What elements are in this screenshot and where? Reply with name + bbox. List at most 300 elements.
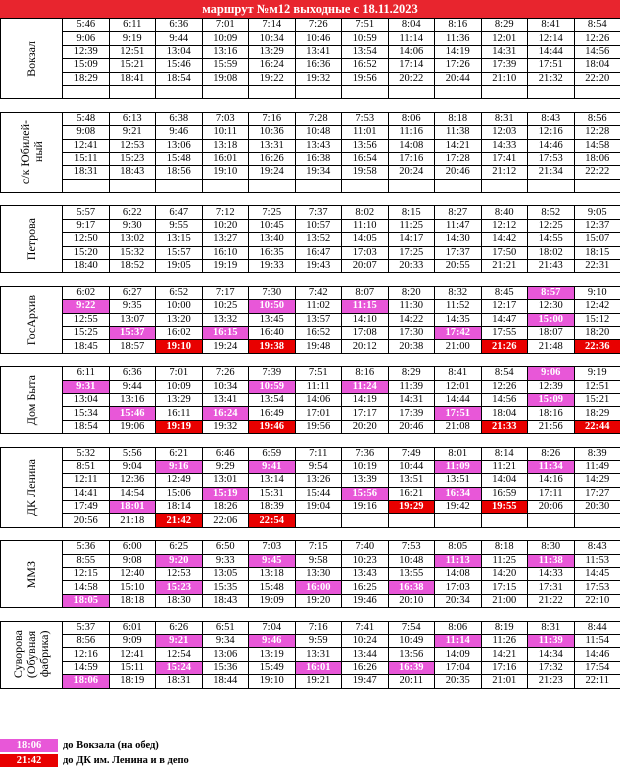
time-cell: 16:01 (202, 152, 249, 165)
legend (0, 738, 620, 768)
time-cell: 13:40 (249, 233, 296, 246)
time-cell: 6:21 (156, 447, 203, 460)
time-cell: 10:48 (388, 554, 435, 567)
time-cell: 19:16 (342, 501, 389, 514)
time-cell: 19:22 (249, 72, 296, 85)
time-cell: 19:38 (249, 340, 296, 353)
time-cell: 21:42 (156, 514, 203, 527)
time-cell: 18:54 (63, 420, 110, 433)
time-cell: 15:37 (109, 326, 156, 339)
time-cell: 7:26 (295, 19, 342, 32)
time-cell: 16:52 (295, 326, 342, 339)
time-cell: 19:19 (156, 420, 203, 433)
time-cell: 12:12 (481, 219, 528, 232)
time-cell: 14:56 (481, 393, 528, 406)
time-cell: 22:06 (202, 514, 249, 527)
time-cell: 14:20 (481, 568, 528, 581)
time-cell: 20:30 (574, 501, 620, 514)
time-cell: 13:31 (249, 139, 296, 152)
time-cell: 19:10 (202, 166, 249, 179)
time-cell: 11:21 (481, 460, 528, 473)
time-cell: 7:26 (202, 367, 249, 380)
table-row (1, 514, 620, 527)
table-row (1, 581, 620, 594)
table-row (1, 487, 620, 500)
time-cell: 19:04 (295, 501, 342, 514)
time-cell: 13:51 (388, 474, 435, 487)
time-cell: 5:46 (63, 19, 110, 32)
time-cell: 12:11 (63, 474, 110, 487)
time-cell: 19:24 (249, 166, 296, 179)
time-cell: 17:31 (528, 581, 575, 594)
time-cell: 6:00 (109, 541, 156, 554)
time-cell: 15:11 (63, 152, 110, 165)
time-cell: 15:07 (574, 233, 620, 246)
table-row (1, 661, 620, 674)
time-cell: 21:01 (481, 675, 528, 688)
time-cell: 11:30 (388, 300, 435, 313)
time-cell: 22:22 (574, 166, 620, 179)
time-cell: 14:58 (574, 139, 620, 152)
time-cell: 18:40 (63, 260, 110, 273)
time-cell: 8:30 (528, 541, 575, 554)
time-cell: 16:47 (295, 246, 342, 259)
time-cell: 21:00 (481, 594, 528, 607)
table-row (1, 621, 620, 634)
time-cell: 21:22 (528, 594, 575, 607)
time-cell: 10:45 (249, 219, 296, 232)
time-cell: 13:16 (202, 45, 249, 58)
time-cell: 17:55 (481, 326, 528, 339)
time-cell: 18:57 (109, 340, 156, 353)
time-cell: 7:41 (342, 621, 389, 634)
time-cell: 19:29 (388, 501, 435, 514)
time-cell: 8:57 (528, 286, 575, 299)
time-cell: 9:54 (295, 460, 342, 473)
time-cell (109, 179, 156, 192)
time-cell: 14:16 (528, 474, 575, 487)
time-cell: 21:34 (528, 166, 575, 179)
time-cell: 8:15 (388, 206, 435, 219)
time-cell: 9:58 (295, 554, 342, 567)
time-cell: 15:57 (156, 246, 203, 259)
time-cell: 15:20 (63, 246, 110, 259)
time-cell: 12:14 (528, 32, 575, 45)
time-cell: 11:09 (435, 460, 482, 473)
time-cell: 14:55 (528, 233, 575, 246)
legend-item (0, 738, 620, 753)
table-row (1, 407, 620, 420)
time-cell: 9:06 (63, 32, 110, 45)
time-cell: 6:52 (156, 286, 203, 299)
time-cell: 14:30 (435, 233, 482, 246)
time-cell: 9:06 (528, 367, 575, 380)
time-cell: 8:41 (528, 19, 575, 32)
time-cell: 14:19 (342, 393, 389, 406)
time-cell: 15:23 (109, 152, 156, 165)
time-cell: 16:36 (295, 59, 342, 72)
time-cell: 9:46 (249, 634, 296, 647)
time-cell: 20:46 (435, 166, 482, 179)
time-cell: 14:34 (528, 648, 575, 661)
time-cell: 11:52 (435, 300, 482, 313)
time-cell: 8:01 (435, 447, 482, 460)
time-cell: 19:56 (295, 420, 342, 433)
time-cell: 16:10 (202, 246, 249, 259)
table-row (1, 648, 620, 661)
time-cell: 15:44 (295, 487, 342, 500)
time-cell: 11:39 (528, 634, 575, 647)
time-cell: 13:41 (202, 393, 249, 406)
time-cell: 18:04 (574, 59, 620, 72)
time-cell: 8:26 (528, 447, 575, 460)
time-cell: 10:09 (202, 32, 249, 45)
time-cell: 17:50 (481, 246, 528, 259)
time-cell: 16:38 (388, 581, 435, 594)
time-cell: 9:44 (156, 32, 203, 45)
time-cell: 17:51 (528, 59, 575, 72)
time-cell: 15:23 (156, 581, 203, 594)
time-cell: 19:58 (342, 166, 389, 179)
time-cell: 14:58 (63, 581, 110, 594)
time-cell: 19:09 (249, 594, 296, 607)
time-cell: 12:03 (481, 126, 528, 139)
time-cell: 13:20 (156, 313, 203, 326)
time-cell: 9:10 (574, 286, 620, 299)
time-cell: 10:48 (295, 126, 342, 139)
stop-label: Дом Быта (24, 375, 38, 426)
table-row (1, 340, 620, 353)
time-cell: 7:25 (249, 206, 296, 219)
stop-label: Петрова (24, 218, 38, 261)
time-cell: 7:04 (249, 621, 296, 634)
time-cell: 19:43 (295, 260, 342, 273)
time-cell: 15:24 (156, 661, 203, 674)
page-title: маршрут №м12 выходные с 18.11.2023 (0, 0, 620, 18)
time-cell: 17:30 (388, 326, 435, 339)
time-cell: 10:44 (388, 460, 435, 473)
time-cell: 21:26 (481, 340, 528, 353)
time-cell: 10:11 (202, 126, 249, 139)
time-cell: 6:47 (156, 206, 203, 219)
time-cell: 14:41 (63, 487, 110, 500)
time-cell: 17:15 (481, 581, 528, 594)
time-cell: 17:53 (574, 581, 620, 594)
time-cell: 13:39 (342, 474, 389, 487)
time-cell: 8:54 (574, 19, 620, 32)
time-cell: 15:09 (63, 59, 110, 72)
time-cell: 13:07 (109, 313, 156, 326)
time-cell: 8:31 (481, 112, 528, 125)
time-cell (435, 85, 482, 98)
time-cell (109, 85, 156, 98)
time-cell: 11:10 (342, 219, 389, 232)
time-cell: 12:53 (109, 139, 156, 152)
time-cell: 22:54 (249, 514, 296, 527)
time-cell: 17:17 (342, 407, 389, 420)
time-cell: 10:49 (388, 634, 435, 647)
time-cell: 8:05 (435, 541, 482, 554)
timetable (0, 18, 620, 689)
time-cell: 14:06 (295, 393, 342, 406)
time-cell: 12:37 (574, 219, 620, 232)
time-cell: 12:51 (574, 380, 620, 393)
table-row (1, 112, 620, 125)
time-cell: 8:52 (528, 206, 575, 219)
time-cell: 12:15 (63, 568, 110, 581)
time-cell: 13:01 (202, 474, 249, 487)
time-cell (156, 179, 203, 192)
time-cell: 7:16 (249, 112, 296, 125)
time-cell: 6:46 (202, 447, 249, 460)
time-cell: 14:10 (342, 313, 389, 326)
time-cell: 11:24 (342, 380, 389, 393)
time-cell (342, 179, 389, 192)
time-cell: 8:56 (574, 112, 620, 125)
time-cell: 7:53 (342, 112, 389, 125)
time-cell (63, 179, 110, 192)
table-row (1, 72, 620, 85)
time-cell: 16:25 (342, 581, 389, 594)
time-cell: 20:46 (388, 420, 435, 433)
time-cell (156, 85, 203, 98)
table-row (1, 166, 620, 179)
time-cell: 13:18 (249, 568, 296, 581)
time-cell: 17:53 (528, 152, 575, 165)
time-cell: 10:50 (249, 300, 296, 313)
time-cell: 16:02 (156, 326, 203, 339)
time-cell: 8:16 (342, 367, 389, 380)
time-cell: 13:15 (156, 233, 203, 246)
time-cell: 12:36 (109, 474, 156, 487)
time-cell: 13:54 (342, 45, 389, 58)
time-cell: 14:54 (109, 487, 156, 500)
time-cell: 13:32 (202, 313, 249, 326)
time-cell: 11:47 (435, 219, 482, 232)
time-cell: 8:18 (435, 112, 482, 125)
time-cell: 7:39 (249, 367, 296, 380)
legend-item (0, 753, 620, 768)
table-row (1, 139, 620, 152)
time-cell: 8:51 (63, 460, 110, 473)
stop-name (1, 621, 63, 688)
time-cell: 18:04 (481, 407, 528, 420)
time-cell: 13:54 (249, 393, 296, 406)
time-cell: 20:10 (388, 594, 435, 607)
time-cell: 22:31 (574, 260, 620, 273)
table-row (1, 420, 620, 433)
section-gap (1, 273, 620, 286)
legend-swatch: 21:42 (0, 754, 58, 767)
time-cell: 14:19 (435, 45, 482, 58)
time-cell: 22:36 (574, 340, 620, 353)
time-cell: 13:29 (156, 393, 203, 406)
time-cell: 17:04 (435, 661, 482, 674)
time-cell: 20:07 (342, 260, 389, 273)
table-row (1, 675, 620, 688)
table-row (1, 367, 620, 380)
time-cell: 21:56 (528, 420, 575, 433)
time-cell (574, 85, 620, 98)
time-cell: 13:41 (295, 45, 342, 58)
time-cell: 6:36 (109, 367, 156, 380)
table-row (1, 152, 620, 165)
stop-label: с/к Юбилей- ный (17, 120, 45, 185)
time-cell: 9:34 (202, 634, 249, 647)
time-cell: 11:36 (435, 32, 482, 45)
time-cell: 14:22 (388, 313, 435, 326)
time-cell: 13:18 (202, 139, 249, 152)
time-cell: 16:11 (156, 407, 203, 420)
time-cell: 15:56 (342, 487, 389, 500)
time-cell: 12:41 (63, 139, 110, 152)
time-cell: 21:12 (481, 166, 528, 179)
time-cell: 7:11 (295, 447, 342, 460)
time-cell: 12:42 (574, 300, 620, 313)
time-cell: 15:48 (156, 152, 203, 165)
time-cell: 14:06 (388, 45, 435, 58)
time-cell: 6:13 (109, 112, 156, 125)
table-row (1, 286, 620, 299)
section-gap (1, 608, 620, 621)
time-cell: 13:56 (342, 139, 389, 152)
time-cell: 15:10 (109, 581, 156, 594)
time-cell: 10:57 (295, 219, 342, 232)
time-cell: 16:01 (295, 661, 342, 674)
time-cell: 13:55 (388, 568, 435, 581)
time-cell: 9:29 (202, 460, 249, 473)
time-cell: 9:08 (63, 126, 110, 139)
time-cell: 10:46 (295, 32, 342, 45)
time-cell: 20:56 (63, 514, 110, 527)
time-cell: 8:54 (481, 367, 528, 380)
time-cell: 5:32 (63, 447, 110, 460)
time-cell: 13:06 (202, 648, 249, 661)
time-cell: 10:36 (249, 126, 296, 139)
time-cell: 16:34 (435, 487, 482, 500)
time-cell: 8:29 (481, 19, 528, 32)
time-cell: 7:28 (295, 112, 342, 125)
table-row (1, 233, 620, 246)
time-cell: 13:43 (342, 568, 389, 581)
time-cell: 9:44 (109, 380, 156, 393)
table-row (1, 313, 620, 326)
time-cell: 8:55 (63, 554, 110, 567)
stop-label: Суворова (Обувная фабрика) (11, 630, 51, 679)
time-cell: 22:44 (574, 420, 620, 433)
section-gap (1, 99, 620, 112)
time-cell: 11:38 (435, 126, 482, 139)
time-cell: 11:39 (388, 380, 435, 393)
time-cell: 11:25 (481, 554, 528, 567)
time-cell: 13:44 (342, 648, 389, 661)
time-cell: 9:21 (109, 126, 156, 139)
time-cell: 12:16 (528, 126, 575, 139)
table-row (1, 501, 620, 514)
time-cell: 10:59 (342, 32, 389, 45)
time-cell: 13:14 (249, 474, 296, 487)
time-cell: 19:47 (342, 675, 389, 688)
time-cell: 19:06 (109, 420, 156, 433)
time-cell: 15:00 (528, 313, 575, 326)
time-cell: 17:54 (574, 661, 620, 674)
time-cell: 13:16 (109, 393, 156, 406)
time-cell (435, 179, 482, 192)
stop-name (1, 541, 63, 608)
time-cell: 9:09 (109, 634, 156, 647)
time-cell: 21:00 (435, 340, 482, 353)
time-cell: 7:01 (156, 367, 203, 380)
time-cell: 14:29 (574, 474, 620, 487)
time-cell: 12:54 (156, 648, 203, 661)
table-row (1, 568, 620, 581)
time-cell: 7:51 (342, 19, 389, 32)
time-cell: 19:48 (295, 340, 342, 353)
time-cell: 5:56 (109, 447, 156, 460)
time-cell (388, 514, 435, 527)
time-cell: 7:03 (202, 112, 249, 125)
time-cell: 7:30 (249, 286, 296, 299)
time-cell: 14:21 (481, 648, 528, 661)
time-cell: 17:39 (481, 59, 528, 72)
time-cell: 7:40 (342, 541, 389, 554)
time-cell: 14:46 (574, 648, 620, 661)
time-cell: 9:46 (156, 126, 203, 139)
time-cell: 6:36 (156, 19, 203, 32)
time-cell: 8:43 (574, 541, 620, 554)
time-cell: 11:38 (528, 554, 575, 567)
time-cell: 15:12 (574, 313, 620, 326)
time-cell: 9:08 (109, 554, 156, 567)
time-cell: 17:41 (481, 152, 528, 165)
time-cell: 8:18 (481, 541, 528, 554)
time-cell: 18:19 (109, 675, 156, 688)
time-cell: 21:43 (528, 260, 575, 273)
time-cell: 15:06 (156, 487, 203, 500)
time-cell (295, 85, 342, 98)
section-gap (1, 193, 620, 206)
table-row (1, 260, 620, 273)
time-cell: 7:37 (295, 206, 342, 219)
table-row (1, 634, 620, 647)
time-cell: 13:05 (202, 568, 249, 581)
time-cell (388, 179, 435, 192)
time-cell: 14:33 (528, 568, 575, 581)
time-cell: 11:02 (295, 300, 342, 313)
time-cell: 10:34 (202, 380, 249, 393)
time-cell: 7:51 (295, 367, 342, 380)
time-cell: 16:49 (249, 407, 296, 420)
time-cell: 12:17 (481, 300, 528, 313)
time-cell (342, 514, 389, 527)
time-cell: 11:49 (574, 460, 620, 473)
time-cell: 19:21 (295, 675, 342, 688)
legend-text: до Вокзала (на обед) (63, 740, 159, 751)
time-cell: 14:46 (528, 139, 575, 152)
time-cell: 11:26 (481, 634, 528, 647)
time-cell: 9:20 (156, 554, 203, 567)
time-cell: 6:26 (156, 621, 203, 634)
table-row (1, 32, 620, 45)
time-cell: 19:10 (249, 675, 296, 688)
time-cell: 7:54 (388, 621, 435, 634)
time-cell: 18:14 (156, 501, 203, 514)
time-cell: 9:33 (202, 554, 249, 567)
time-cell: 11:54 (574, 634, 620, 647)
time-cell: 10:59 (249, 380, 296, 393)
time-cell: 12:16 (63, 648, 110, 661)
time-cell: 6:50 (202, 541, 249, 554)
